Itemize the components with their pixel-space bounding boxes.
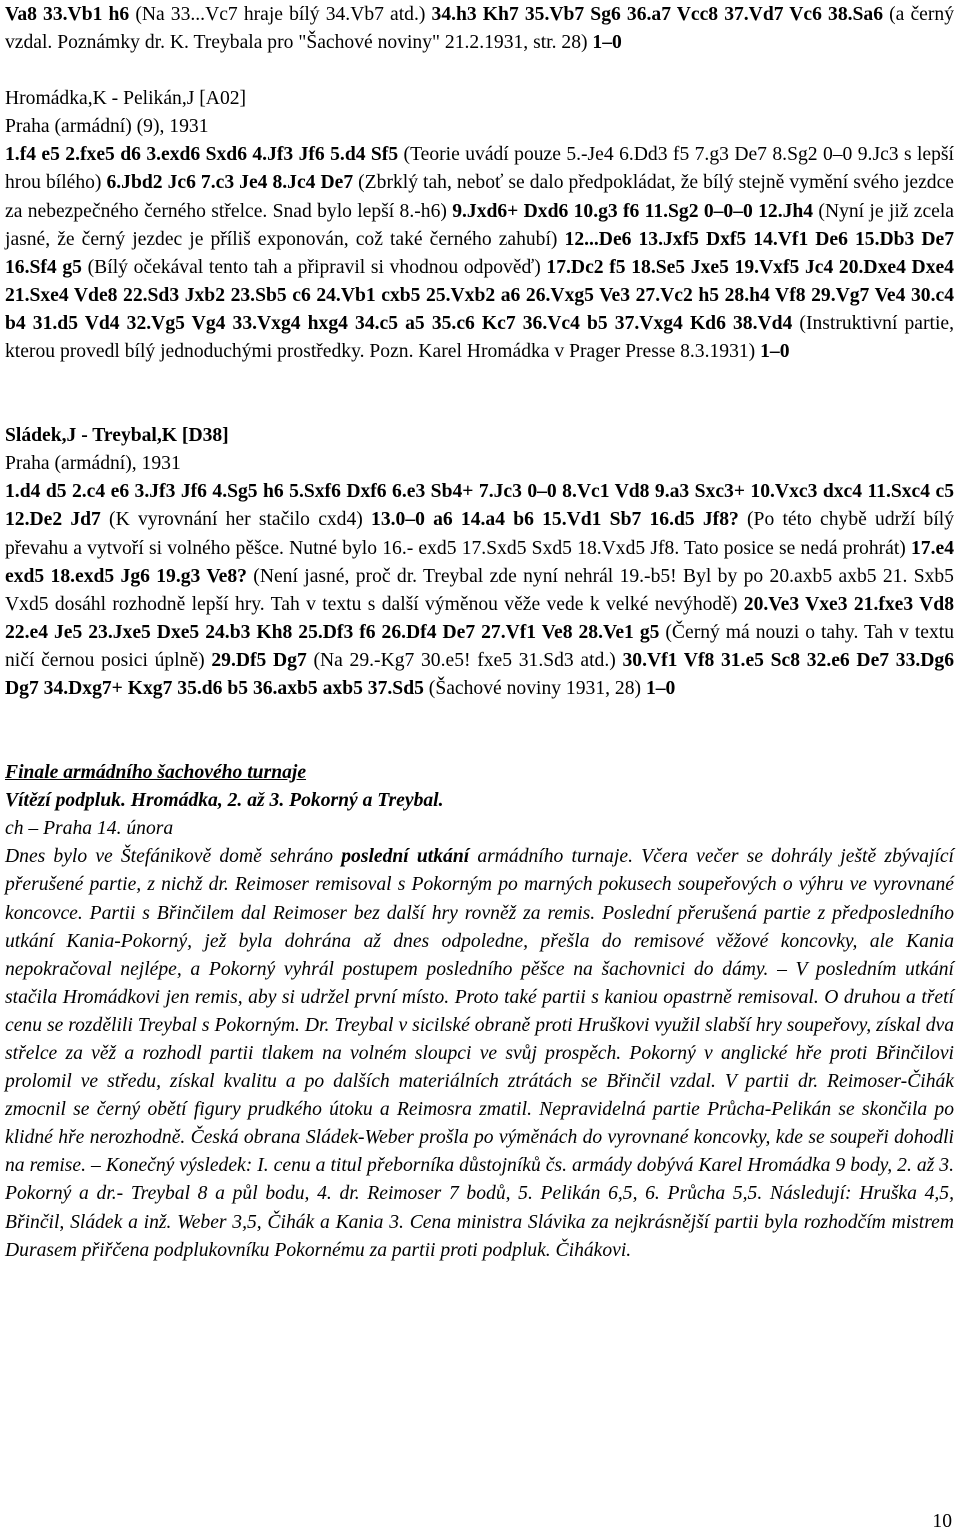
report-subtitle: Vítězí podpluk. Hromádka, 2. až 3. Pokorný a Treybal. bbox=[5, 790, 444, 812]
game-2-players: Hromádka,K - Pelikán,J [A02] bbox=[5, 88, 247, 110]
report-dateline: ch – Praha 14. února bbox=[5, 818, 174, 840]
page-number: 10 bbox=[932, 1511, 952, 1532]
game-3-players: Sládek,J - Treybal,K [D38] bbox=[5, 425, 229, 447]
game-3-moves: 1.d4 d5 2.c4 e6 3.Jf3 Jf6 4.Sg5 h6 5.Sxf6 Dxf6 6.e3 Sb4+ 7.Jc3 0–0 8.Vc1 Vd8 9.a3 Sxc3+ 10.Vxc3 dxc4 11.Sxc4 c5 12.De2 Jd7 (K vyrovnání her stačilo cxd4) 13.0–0 a6 14.a4 b6 15.Vd1 Sb7 16.d5 Jf8? (Po této chybě udrží bílý převahu a vytvoří si volného pěšce. Nutné bylo 16.- exd5 17.Sxd5 Sxd5 18.Vxd5 Jf8. Tato posice se nedá prohrát) 17.e4 exd5 18.exd5 Jg6 19.g3 Ve8? (Není jasné, proč dr. Treybal zde nyní nehrál 19.-b5! Byl by po 20.axb5 axb5 21. Sxb5 Vxd5 dosáhl rozhodně lepší hry. Tah v textu s další výměnou věže vede k velké nevýhodě) 20.Ve3 Vxe3 21.fxe3 Vd8 22.e4 Je5 23.Jxe5 Dxe5 24.b3 Kh8 25.Df3 f6 26.Df4 De7 27.Vf1 Ve8 28.Ve1 g5 (Černý má nouzi o tahy. Tah v textu ničí černou posici úplně) 29.Df5 Dg7 (Na 29.-Kg7 30.e5! fxe5 31.Sd3 atd.) 30.Vf1 Vf8 31.e5 Sc8 32.e6 De7 33.Dg6 Dg7 34.Dxg7+ Kxg7 35.d6 b5 36.axb5 axb5 37.Sd5 (Šachové noviny 1931, 28) 1–0 bbox=[5, 481, 955, 699]
text-column bbox=[5, 0, 954, 1265]
report-title: Finale armádního šachového turnaje bbox=[5, 762, 307, 784]
report-body: Dnes bylo ve Štefánikově domě sehráno poslední utkání armádního turnaje. Včera večer se dohrály ještě zbývající přerušené partie, z nichž dr. Reimoser remisoval s Pokorným po marných pokusech soupeřových o výhru ve vyrovnané koncovce. Partii s Břinčilem dal Reimoser bez další hry rovněž za remis. Poslední přerušená partie z předposledního utkání Kania-Pokorný, jež byla dohrána až dnes odpoledne, přešla do remisové věžové koncovky, ale Kania nepokračoval nejlépe, a Pokorný vyhrál postupem posledního pěšce na šachovnici do dámy. – V posledním utkání stačila Hromádkovi jen remis, aby si udržel první místo. Proto také partii s kaniou opastrně remisoval. O druhou a třetí cenu se rozdělili Treybal s Pokorným. Dr. Treybal v sicilské obraně proti Hruškovi využil slabší hry soupeřovy, získal dva střelce za věž a rozhodl partii tlakem na volném sloupci ve svůj prospěch. Pokorný v anglické hře proti Břinčilovi prolomil ve středu, získal kvalitu a po dalších materiálních ztrátách se Břinčil vzdal. V partii dr. Reimoser-Čihák zmocnil se černý obětí figury prudkého útoku a Reimosra zmatil. Nepravidelná partie Průcha-Pelikán se skončila po klidné hře nerozhodně. Česká obrana Sládek-Weber prošla po výměnách do vyrovnané koncovky, kde se soupeři dohodli na remise. – Konečný výsledek: I. cenu a titul přeborníka důstojníků čs. armády dobývá Karel Hromádka 9 body, 2. až 3. Pokorný a dr.- Treybal 8 a půl bodu, 4. dr. Reimoser 7 bodů, 5. Pelikán 6,5, 6. Průcha 5,5. Následují: Hruška 4,5, Břinčil, Sládek a inž. Weber 3,5, Čihák a Kania 3. Cena ministra Slávika za nejkrásnější partii byla rozhodčím mistrem Durasem přiřčena podplukovníku Pokornému za partii proti podpluk. Čihákovi. bbox=[5, 846, 954, 1261]
game-2-moves: 1.f4 e5 2.fxe5 d6 3.exd6 Sxd6 4.Jf3 Jf6 5.d4 Sf5 (Teorie uvádí pouze 5.-Je4 6.Dd3 f5 7.g3 De7 8.Sg2 0–0 9.Jc3 s lepší hrou bílého) 6.Jbd2 Jc6 7.c3 Je4 8.Jc4 De7 (Zbrklý tah, neboť se dalo předpokládat, že bílý stejně vymění svého jezdce za nebezpečného černého střelce. Snad bylo lepší 8.-h6) 9.Jxd6+ Dxd6 10.g3 f6 11.Sg2 0–0–0 12.Jh4 (Nyní je již zcela jasné, že černý jezdec je příliš exponován, což také černého zahubí) 12...De6 13.Jxf5 Dxf5 14.Vf1 De6 15.Db3 De7 16.Sf4 g5 (Bílý očekával tento tah a připravil si vhodnou odpověď) 17.Dc2 f5 18.Se5 Jxe5 19.Vxf5 Jc4 20.Dxe4 Dxe4 21.Sxe4 Vde8 22.Sd3 Jxb2 23.Sb5 c6 24.Vb1 cxb5 25.Vxb2 a6 26.Vxg5 Ve3 27.Vc2 h5 28.h4 Vf8 29.Vg7 Ve4 30.c4 b4 31.d5 Vd4 32.Vg5 Vg4 33.Vxg4 hxg4 34.c5 a5 35.c6 Kc7 36.Vc4 b5 37.Vxg4 Kd6 38.Vd4 (Instruktivní partie, kterou provedl bílý jednoduchými prostředky. Pozn. Karel Hromádka v Prager Presse 8.3.1931) 1–0 bbox=[5, 144, 955, 363]
game-2-venue: Praha (armádní) (9), 1931 bbox=[5, 116, 209, 138]
game-1-continuation: Va8 33.Vb1 h6 (Na 33...Vc7 hraje bílý 34.Vb7 atd.) 34.h3 Kh7 35.Vb7 Sg6 36.a7 Vcc8 37.Vd7 Vc6 38.Sa6 (a černý vzdal. Poznámky dr. K. Treybala pro "Šachové noviny" 21.2.1931, str. 28) 1–0 bbox=[5, 4, 954, 54]
game-3-venue: Praha (armádní), 1931 bbox=[5, 453, 181, 475]
